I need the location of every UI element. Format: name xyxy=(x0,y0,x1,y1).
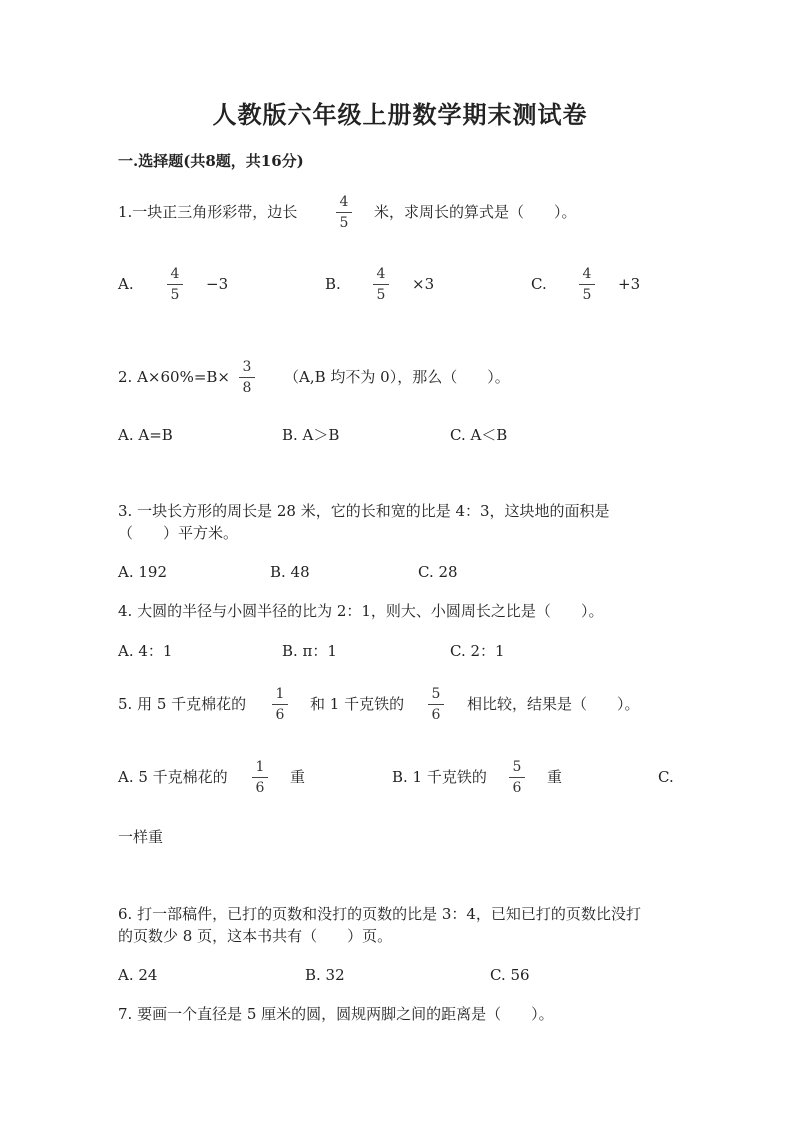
q1-option-b-num: 4 xyxy=(376,266,386,282)
q5-option-c-label: C. xyxy=(658,768,674,786)
q1-option-b-suffix: ×3 xyxy=(412,275,435,293)
q6-option-c: C. 56 xyxy=(490,966,530,984)
q3-option-c: C. 28 xyxy=(418,563,458,581)
q1-option-c-num: 4 xyxy=(582,266,592,282)
q1-option-c-label: C. xyxy=(531,275,547,293)
q1-option-a-fraction xyxy=(165,266,185,303)
q5-option-a-post: 重 xyxy=(290,768,306,786)
q4-stem: 4. 大圆的半径与小圆半径的比为 2：1，则大、小圆周长之比是（ ）。 xyxy=(118,602,604,620)
q6-option-a: A. 24 xyxy=(118,966,158,984)
q2-fraction xyxy=(237,359,257,396)
q5-stem-mid: 和 1 千克铁的 xyxy=(310,695,405,713)
q5-stem-pre: 5. 用 5 千克棉花的 xyxy=(118,695,247,713)
q5-option-b-num: 5 xyxy=(512,759,522,775)
q1-option-b-fraction xyxy=(371,266,391,303)
q1-stem-post: 米，求周长的算式是（ ）。 xyxy=(374,203,577,221)
q1-frac-num: 4 xyxy=(339,194,349,210)
q5-frac1-num: 1 xyxy=(275,686,285,702)
q4-option-b: B. π：1 xyxy=(282,642,337,660)
q3-option-b: B. 48 xyxy=(270,563,310,581)
q2-stem-post: （A,B 均不为 0），那么（ ）。 xyxy=(284,368,510,386)
q5-option-b-post: 重 xyxy=(547,768,563,786)
q5-option-a-den: 6 xyxy=(255,780,265,796)
q6-option-b: B. 32 xyxy=(305,966,345,984)
section-heading: 一.选择题(共8题，共16分) xyxy=(118,152,304,170)
q4-option-c: C. 2：1 xyxy=(450,642,505,660)
q6-stem-line2: 的页数少 8 页，这本书共有（ ）页。 xyxy=(118,927,393,945)
q5-stem-post: 相比较，结果是（ ）。 xyxy=(467,695,640,713)
q5-frac2-den: 6 xyxy=(431,707,441,723)
q5-frac1-den: 6 xyxy=(275,707,285,723)
q2-option-c: C. A＜B xyxy=(450,426,508,444)
q1-fraction xyxy=(334,194,354,231)
q5-option-a-fraction xyxy=(250,759,270,796)
q5-option-c-text: 一样重 xyxy=(118,828,164,846)
page-title: 人教版六年级上册数学期末测试卷 xyxy=(212,100,588,129)
q5-option-b-den: 6 xyxy=(512,780,522,796)
q2-frac-num: 3 xyxy=(242,359,252,375)
q5-option-a-num: 1 xyxy=(255,759,265,775)
q5-frac2-num: 5 xyxy=(431,686,441,702)
q1-option-a-num: 4 xyxy=(170,266,180,282)
q2-stem-pre: 2. A×60%=B× xyxy=(118,368,230,386)
q5-option-b-fraction xyxy=(507,759,527,796)
q5-option-a-pre: A. 5 千克棉花的 xyxy=(118,768,228,786)
q1-option-a-label: A. xyxy=(118,275,134,293)
q1-option-c-fraction xyxy=(577,266,597,303)
q5-fraction-1 xyxy=(270,686,290,723)
q1-option-b-den: 5 xyxy=(376,287,386,303)
q1-option-a-den: 5 xyxy=(170,287,180,303)
q1-frac-den: 5 xyxy=(339,215,349,231)
q1-stem-pre: 1.一块正三角形彩带，边长 xyxy=(118,203,298,221)
q2-option-b: B. A＞B xyxy=(282,426,340,444)
q7-stem: 7. 要画一个直径是 5 厘米的圆，圆规两脚之间的距离是（ ）。 xyxy=(118,1005,554,1023)
q1-option-a-suffix: −3 xyxy=(206,275,229,293)
q1-option-c-den: 5 xyxy=(582,287,592,303)
q5-option-b-pre: B. 1 千克铁的 xyxy=(392,768,487,786)
q3-stem-line2: （ ）平方米。 xyxy=(118,524,239,542)
q3-option-a: A. 192 xyxy=(118,563,167,581)
q2-option-a: A. A=B xyxy=(118,426,173,444)
q1-option-c-suffix: +3 xyxy=(618,275,641,293)
q1-option-b-label: B. xyxy=(325,275,341,293)
q2-frac-den: 8 xyxy=(242,380,252,396)
q5-fraction-2 xyxy=(426,686,446,723)
q6-stem-line1: 6. 打一部稿件，已打的页数和没打的页数的比是 3：4，已知已打的页数比没打 xyxy=(118,905,641,923)
q3-stem-line1: 3. 一块长方形的周长是 28 米，它的长和宽的比是 4：3，这块地的面积是 xyxy=(118,502,610,520)
q4-option-a: A. 4：1 xyxy=(118,642,173,660)
